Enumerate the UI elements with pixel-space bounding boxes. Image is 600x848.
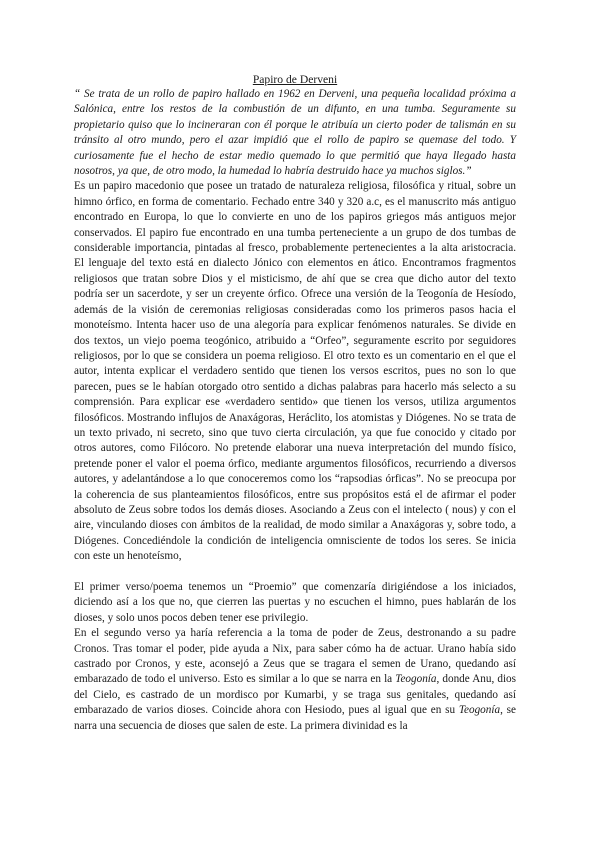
paragraph-proemio: El primer verso/poema tenemos un “Proemio” que comenzaría dirigiéndose a los iniciados, diciendo así a los que no, que cierren las puertas y no escuchen el himno, pues hablarán de los dioses, y solo unos pocos deben tener ese privilegio. (74, 580, 516, 624)
text-run: En el segundo verso ya haría referencia a la toma de poder de Zeus, destronando a su padre Cronos. Tras tomar el poder, pide ayuda a Nix, para saber cómo ha de actuar. Urano había sido castrado por Cronos, y este, aconsejó a Zeus que se tragara el semen de Urano, quedando así embarazado de todo el universo. Esto es similar a lo que se narra en la (74, 627, 516, 686)
paragraph-spacer (74, 565, 516, 580)
italic-title-teogonia: Teogonía (458, 704, 501, 717)
paragraph-description: Es un papiro macedonio que posee un tratado de naturaleza religiosa, filosófica y ritual, sobre un himno órfico, en forma de comentario. Fechado entre 340 y 320 a.c, es el manuscrito más antiguo encontrado en Europa, lo que lo convierte en uno de los papiros griegos más antiguos mejor conservados. El papiro fue encontrado en una tumba perteneciente a un grupo de dos tumbas de considerable importancia, pintadas al fresco, probablemente pertenecientes a la alta aristocracia. El lenguaje del texto está en dialecto Jónico con elementos en ático. Encontramos fragmentos religiosos que tratan sobre Dios y el misticismo, de ahí que se crea que dicho autor del texto podría ser un sacerdote, y ser un creyente órfico. Ofrece una versión de la Teogonía de Hesíodo, además de la visión de ceremonias religiosas consideradas como los primeros pasos hacia el monoteísmo. Intenta hacer uso de una alegoría para explicar fenómenos naturales. Se divide en dos textos, un viejo poema teogónico, atribuido a “Orfeo”, seguramente escrito por seguidores religiosos, por lo que se considera un poema religioso. El otro texto es un comentario en el que el autor, intenta explicar el verdadero sentido que tienen los versos escritos, pues no son lo que parecen, pues se le habían otorgado otro sentido a dichas palabras para hacerlo más selecto a su comprensión. Para explicar ese «verdadero sentido» que tienen los versos, utiliza argumentos filosóficos. Mostrando influjos de Anaxágoras, Heráclito, los atomistas y Diógenes. No se trata de un texto privado, ni secreto, sino que tuvo cierta circulación, ya que fue conocido y citado por otros autores, como Filócoro. No pretende elaborar una nueva interpretación del mundo físico, pretende poner el valor el poema órfico, mediante argumentos filosóficos, recurriendo a diversos autores, y adelantándose a lo que conoceremos como los “rapsodias órficas”. No se preocupa por la coherencia de sus planteamientos filosóficos, entre sus propósitos está el de afirmar el poder absoluto de Zeus sobre todos los demás dioses. Asociando a Zeus con el intelecto ( nous) y con el aire, vinculando dioses con ámbitos de la realidad, de modo similar a Anaxágoras y, sobre todo, a Diógenes. Concediéndole la condición de inteligencia omnisciente de todos los seres. Se inicia con este un henoteísmo, (74, 180, 516, 563)
italic-title-teogonia: Teogonía (395, 673, 437, 686)
intro-quote: “ Se trata de un rollo de papiro hallado en 1962 en Derveni, una pequeña localidad próxima a Salónica, entre los restos de la combustión de un difunto, en una tumba. Seguramente su propietario quiso que lo incineraran con él porque le atribuía un cierto poder de talismán en su tránsito al otro mundo, pero el azar impidió que el rollo de papiro se quemase del todo. Y curiosamente fue el hecho de estar medio quemado lo que permitió que haya llegado hasta nosotros, ya que, de otro modo, la humedad lo habría destruido hace ya muchos siglos.” (74, 88, 516, 178)
text-run: , se narra una secuencia de dioses que salen de este. La primera divinidad es la (74, 704, 516, 732)
document-title: Papiro de Derveni (252, 73, 338, 86)
text-run: , donde Anu, dios del Cielo, es castrado de un mordisco por Kumarbi, y se traga sus genitales, quedando así embarazado de varios dioses. Coincide ahora con Hesiodo, pues al igual que en su (74, 673, 516, 717)
paragraph-second-verse (74, 626, 516, 734)
